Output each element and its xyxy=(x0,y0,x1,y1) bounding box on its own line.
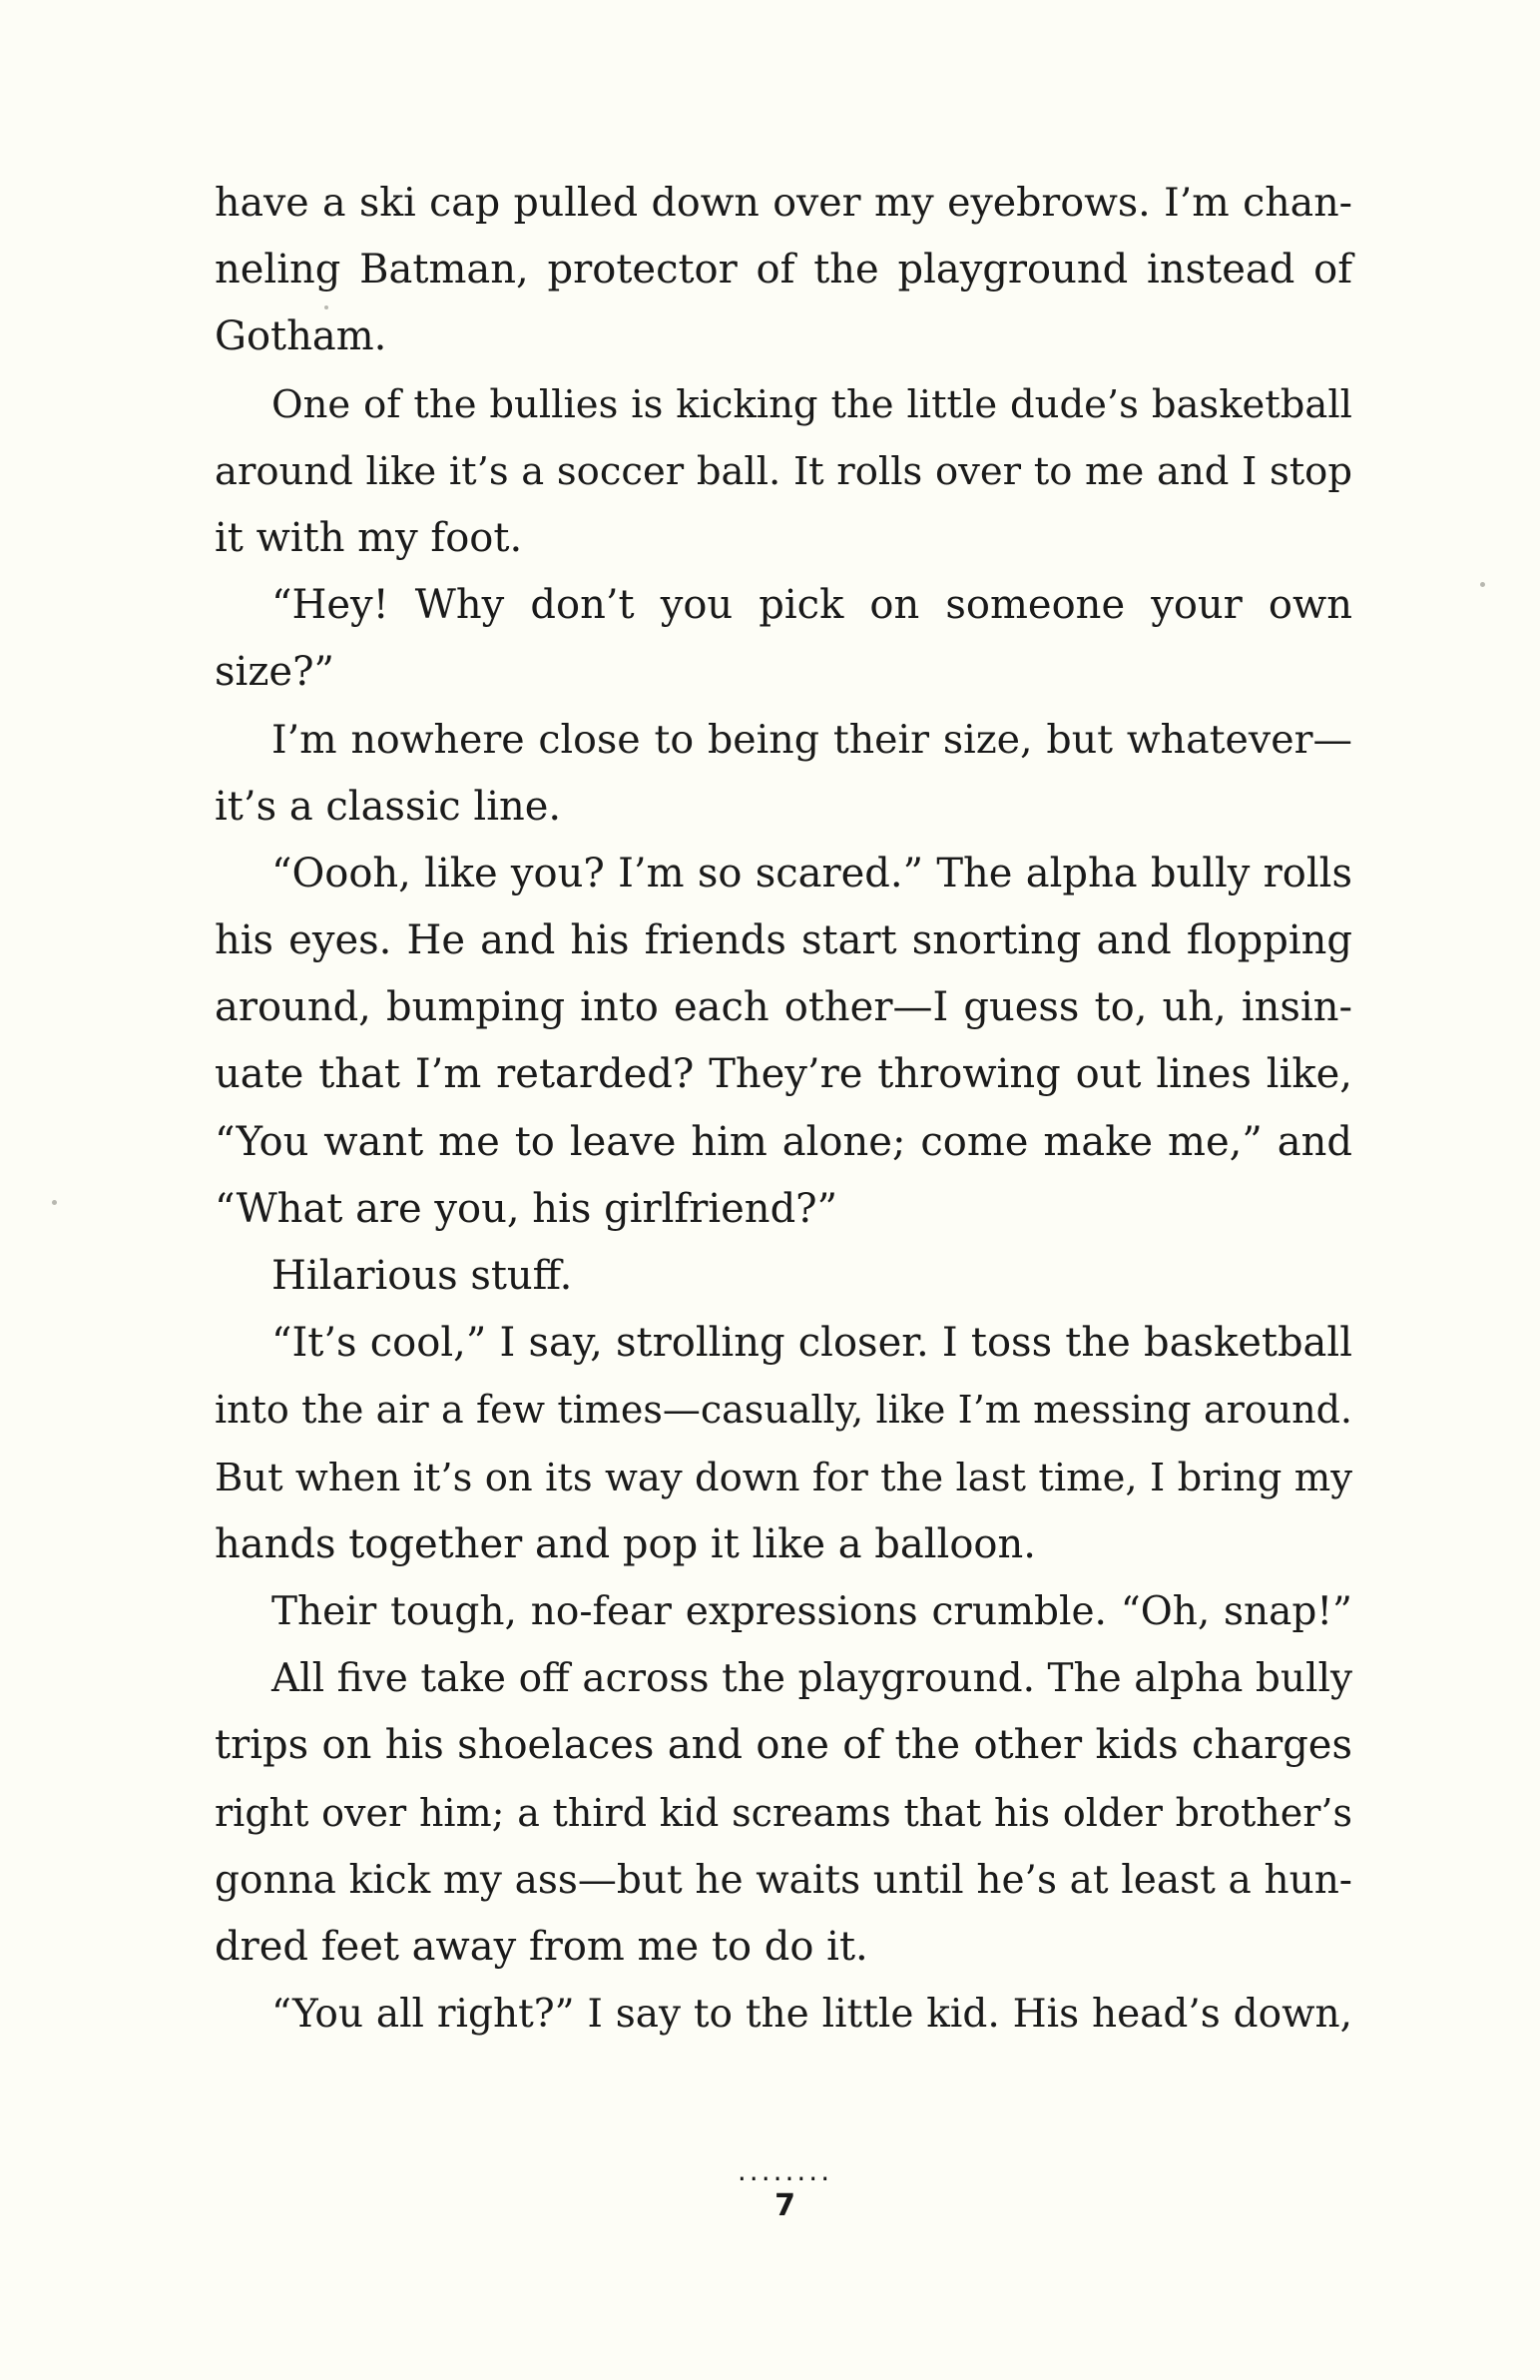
text-line: gonna kick my ass—but he waits until he’s at least a hun- xyxy=(215,1857,1352,1903)
text-line: I’m nowhere close to being their size, but whatever— xyxy=(271,716,1352,763)
text-line: Their tough, no-fear expressions crumble. “Oh, snap!” xyxy=(271,1588,1352,1634)
text-line: Hilarious stuff. xyxy=(271,1253,573,1299)
text-line: around, bumping into each other—I guess to, uh, insin- xyxy=(215,984,1352,1031)
text-line: One of the bullies is kicking the little dude’s basketball xyxy=(271,381,1352,427)
text-line: have a ski cap pulled down over my eyebrows. I’m chan- xyxy=(215,180,1352,226)
text-line: But when it’s on its way down for the last time, I bring my xyxy=(215,1455,1352,1500)
body-text xyxy=(215,170,1352,2048)
text-line: “Hey! Why don’t you pick on someone your own xyxy=(271,582,1352,629)
text-line: All five take off across the playground. The alpha bully xyxy=(271,1656,1352,1702)
text-line: “What are you, his girlfriend?” xyxy=(215,1185,838,1232)
text-line: around like it’s a soccer ball. It rolls over to me and I stop xyxy=(215,448,1352,494)
text-line: into the air a few times—casually, like I’m messing around. xyxy=(215,1388,1352,1433)
text-line: his eyes. He and his friends start snorting and flopping xyxy=(215,917,1352,964)
text-line: neling Batman, protector of the playground instead of xyxy=(215,247,1352,294)
text-line: right over him; a third kid screams that his older brother’s xyxy=(215,1790,1352,1835)
text-line: uate that I’m retarded? They’re throwing out lines like, xyxy=(215,1051,1352,1098)
text-line: it with my foot. xyxy=(215,514,523,561)
footer-dots: ........ xyxy=(737,2154,833,2187)
text-line: “Oooh, like you? I’m so scared.” The alpha bully rolls xyxy=(271,850,1352,896)
scan-speck xyxy=(324,305,328,309)
text-line: “You want me to leave him alone; come make me,” and xyxy=(215,1118,1352,1165)
page-footer xyxy=(0,2156,1540,2226)
text-line: dred feet away from me to do it. xyxy=(215,1923,868,1970)
text-line: trips on his shoelaces and one of the other kids charges xyxy=(215,1722,1352,1769)
scan-speck xyxy=(1480,582,1485,587)
text-line: size?” xyxy=(215,649,334,696)
page-number: 7 xyxy=(774,2188,795,2223)
scan-speck xyxy=(52,1200,57,1205)
text-line: “You all right?” I say to the little kid. His head’s down, xyxy=(271,1992,1352,2038)
text-line: Gotham. xyxy=(215,313,387,360)
text-line: “It’s cool,” I say, strolling closer. I toss the basketball xyxy=(271,1320,1352,1367)
text-line: hands together and pop it like a balloon. xyxy=(215,1520,1036,1567)
text-line: it’s a classic line. xyxy=(215,783,562,830)
